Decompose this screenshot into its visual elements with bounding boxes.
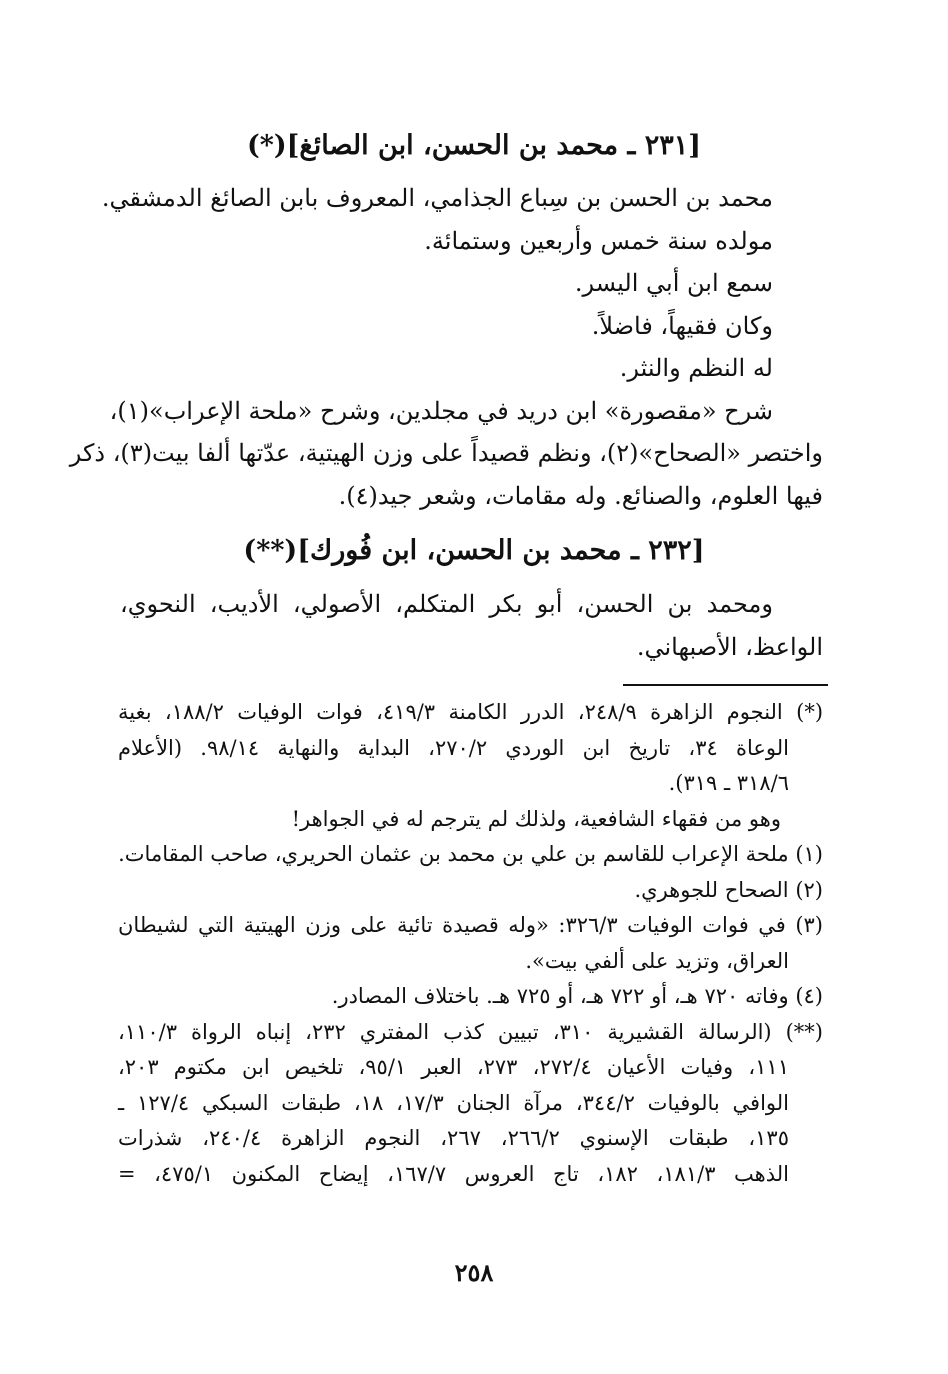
entry-231-line: مولده سنة خمس وأربعين وستمائة. (424, 226, 773, 255)
footnote-line: ١٣٥، طبقات الإسنوي ٢٦٦/٢، ٢٦٧، النجوم الزاهرة ٢٤٠/٤، شذرات (118, 1126, 789, 1150)
footnote-line: ٣١٨/٦ ـ ٣١٩). (668, 771, 789, 795)
footnote-line: (**) (الرسالة القشيرية ٣١٠، تبيين كذب المفتري ٢٣٢، إنباه الرواة ١١٠/٣، (118, 1019, 823, 1044)
footnote-line: الوعاة ٣٤، تاريخ ابن الوردي ٢٧٠/٢، البداية والنهاية ٩٨/١٤. (الأعلام (118, 735, 789, 760)
footnotes (118, 695, 823, 1192)
entry-231-line: شرح «مقصورة» ابن دريد في مجلدين، وشرح «ملحة الإعراب»(١)، (109, 396, 773, 425)
page-number: ٢٥٨ (454, 1258, 494, 1287)
footnote-line: (٣) في فوات الوفيات ٣٢٦/٣: «وله قصيدة تائية على وزن الهيتية التي لشيطان (118, 913, 823, 937)
footnote-line: العراق، وتزيد على ألفي بيت». (525, 948, 789, 973)
entry-231-line: محمد بن الحسن بن سِباع الجذامي، المعروف بابن الصائغ الدمشقي. (101, 184, 773, 212)
footnote-line: (*) النجوم الزاهرة ٢٤٨/٩، الدرر الكامنة ٤١٩/٣، فوات الوفيات ١٨٨/٢، بغية (118, 700, 824, 724)
entry-231-line: فيها العلوم، والصنائع. وله مقامات، وشعر جيد(٤). (338, 481, 823, 510)
footnote-separator (623, 684, 828, 686)
footnote-line: الذهب ١٨١/٣، ١٨٢، تاج العروس ١٦٧/٧، إيضاح المكنون ٤٧٥/١، = (118, 1161, 789, 1186)
entry-231-title: [٢٣١ ـ محمد بن الحسن، ابن الصائغ](*) (246, 130, 702, 161)
footnote-line: (١) ملحة الإعراب للقاسم بن علي بن محمد بن عثمان الحريري، صاحب المقامات. (118, 842, 823, 866)
footnote-line: الوافي بالوفيات ٣٤٤/٢، مرآة الجنان ١٧/٣، ١٨، طبقات السبكي ١٢٧/٤ ـ (118, 1090, 790, 1115)
entry-231-body (69, 177, 823, 517)
footnote-line: (٢) الصحاح للجوهري. (634, 877, 823, 902)
entry-231-line: واختصر «الصحاح»(٢)، ونظم قصيداً على وزن الهيتية، عدّتها ألفا بيت(٣)، ذكر (69, 439, 823, 467)
entry-232-title: [٢٣٢ ـ محمد بن الحسن، ابن فُورك](**) (243, 535, 705, 566)
footnote-line: وهو من فقهاء الشافعية، ولذلك لم يترجم له في الجواهر! (291, 806, 781, 831)
entry-231-line: سمع ابن أبي اليسر. (574, 269, 773, 297)
entry-231-line: له النظم والنثر. (619, 354, 773, 382)
footnote-line: (٤) وفاته ٧٢٠ هـ، أو ٧٢٢ هـ، أو ٧٢٥ هـ. باختلاف المصادر. (331, 984, 823, 1008)
entry-232-line: الواعظ، الأصبهاني. (636, 632, 823, 661)
footnote-line: ١١١، وفيات الأعيان ٢٧٢/٤، ٢٧٣، العبر ٩٥/١، تلخيص ابن مكتوم ٢٠٣، (118, 1055, 789, 1079)
entry-232-body (120, 583, 823, 668)
entry-231-line: وكان فقيهاً، فاضلاً. (591, 311, 773, 340)
entry-232-line: ومحمد بن الحسن، أبو بكر المتكلم، الأصولي، الأديب، النحوي، (120, 590, 773, 618)
